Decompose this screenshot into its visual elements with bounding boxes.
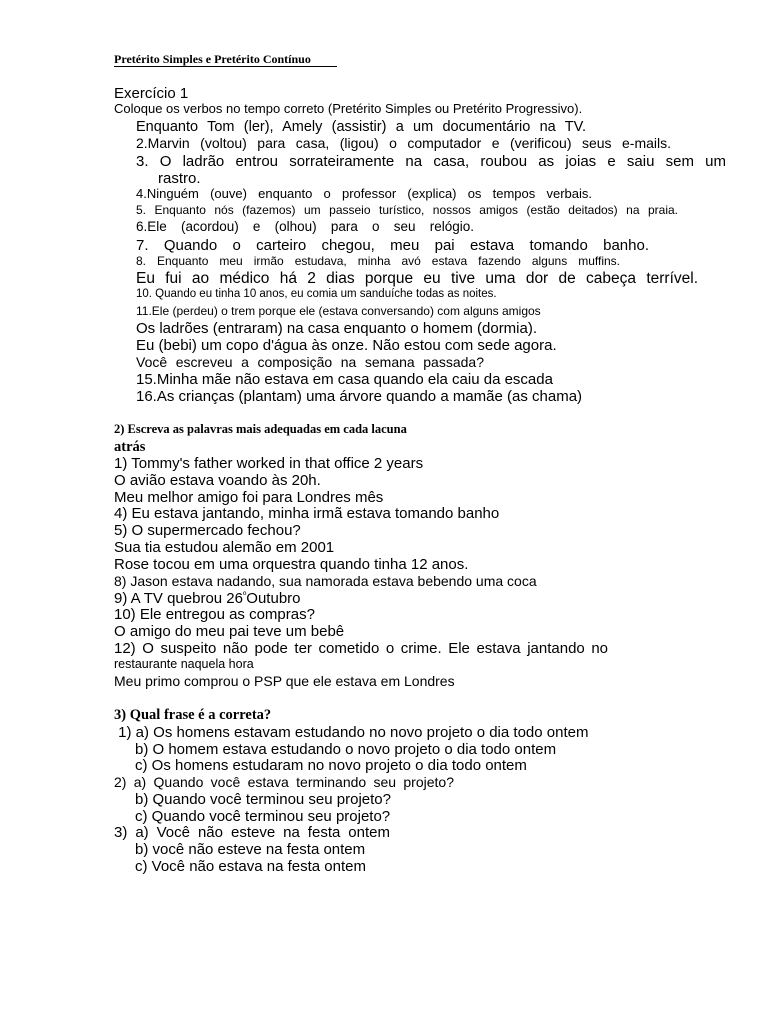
exercise-1-item: Eu fui ao médico há 2 dias porque eu tive uma dor de cabeça terrível.	[136, 270, 698, 287]
document-title: Pretérito Simples e Pretérito Contínuo	[114, 52, 337, 67]
exercise-1-item: 16.As crianças (plantam) uma árvore quando a mamãe (as chama)	[136, 388, 583, 405]
exercise-3-option: b) Quando você terminou seu projeto?	[135, 791, 391, 808]
exercise-2-item: Rose tocou em uma orquestra quando tinha 12 anos.	[114, 556, 469, 573]
exercise-2-item: 9) A TV quebrou $26^ºOutubro$	[114, 590, 301, 607]
exercise-2-item: 5) O supermercado fechou?	[114, 522, 301, 539]
exercise-2-item: 1) Tommy's father worked in that office 2 years	[114, 455, 424, 472]
exercise-3-option: c) Os homens estudaram no novo projeto o dia todo ontem	[135, 757, 527, 774]
exercise-1-item: Enquanto Tom (ler), Amely (assistir) a um documentário na TV.	[136, 119, 586, 135]
exercise-1-item: Eu (bebi) um copo d'água às onze. Não estou com sede agora.	[136, 337, 557, 354]
exercise-1-item: 15.Minha mãe não estava em casa quando ela caiu da escada	[136, 371, 553, 388]
exercise-2-item: Sua tia estudou alemão em 2001	[114, 539, 335, 556]
exercise-2-item: Meu melhor amigo foi para Londres mês	[114, 489, 384, 506]
exercise-1-item: 5. Enquanto nós (fazemos) um passeio turístico, nossos amigos (estão deitados) na praia.	[136, 203, 678, 217]
exercise-3-option: b) você não esteve na festa ontem	[135, 841, 366, 858]
exercise-3-heading: 3) Qual frase é a correta?	[114, 707, 272, 723]
exercise-1-item: rastro.	[158, 170, 201, 187]
exercise-3-option: c) Quando você terminou seu projeto?	[135, 808, 391, 825]
exercise-2-item: restaurante naquela hora	[114, 657, 254, 671]
exercise-2-item: 8) Jason estava nadando, sua namorada estava bebendo uma coca	[114, 573, 537, 589]
exercise-3-option: 3) a) Você não esteve na festa ontem	[114, 824, 390, 841]
exercise-2-item: 12) O suspeito não pode ter cometido o crime. Ele estava jantando no	[114, 640, 608, 657]
exercise-1-item: 7. Quando o carteiro chegou, meu pai estava tomando banho.	[136, 237, 649, 254]
exercise-1-heading: Exercício 1	[114, 85, 189, 102]
exercise-1-item: 6.Ele (acordou) e (olhou) para o seu relógio.	[136, 219, 474, 234]
exercise-2-item: 10) Ele entregou as compras?	[114, 606, 315, 623]
exercise-3-option: b) O homem estava estudando o novo projeto o dia todo ontem	[135, 741, 557, 758]
exercise-2-heading: 2) Escreva as palavras mais adequadas em cada lacuna	[114, 422, 407, 436]
exercise-1-item: 2.Marvin (voltou) para casa, (ligou) o computador e (verificou) seus e-mails.	[136, 135, 671, 151]
exercise-2-item: 4) Eu estava jantando, minha irmã estava tomando banho	[114, 505, 500, 522]
exercise-1-item: 11.Ele (perdeu) o trem porque ele (estava conversando) com alguns amigos	[136, 304, 541, 318]
exercise-1-item: 8. Enquanto meu irmão estudava, minha avó estava fazendo alguns muffins.	[136, 254, 620, 268]
exercise-1-item: 4.Ninguém (ouve) enquanto o professor (explica) os tempos verbais.	[136, 186, 592, 201]
superscript-ordinal: º	[243, 590, 247, 600]
exercise-2-item: Meu primo comprou o PSP que ele estava em Londres	[114, 673, 455, 689]
exercise-2-item: O amigo do meu pai teve um bebê	[114, 623, 345, 640]
exercise-1-instruction: Coloque os verbos no tempo correto (Pretérito Simples ou Pretérito Progressivo).	[114, 101, 583, 116]
exercise-1-item: Você escreveu a composição na semana passada?	[136, 354, 484, 370]
exercise-3-option: 1) a) Os homens estavam estudando no novo projeto o dia todo ontem	[114, 724, 589, 741]
exercise-2-item: O avião estava voando às 20h.	[114, 472, 321, 489]
exercise-3-option: c) Você não estava na festa ontem	[135, 858, 366, 875]
exercise-1-item: Os ladrões (entraram) na casa enquanto o homem (dormia).	[136, 320, 538, 337]
exercise-3-option: 2) a) Quando você estava terminando seu projeto?	[114, 774, 454, 790]
exercise-1-item: 10. Quando eu tinha 10 anos, eu comia um sanduíche todas as noites.	[136, 288, 497, 300]
word-bank-word: atrás	[114, 439, 146, 455]
exercise-1-item: 3. O ladrão entrou sorrateiramente na casa, roubou as joias e saiu sem um	[136, 153, 726, 170]
